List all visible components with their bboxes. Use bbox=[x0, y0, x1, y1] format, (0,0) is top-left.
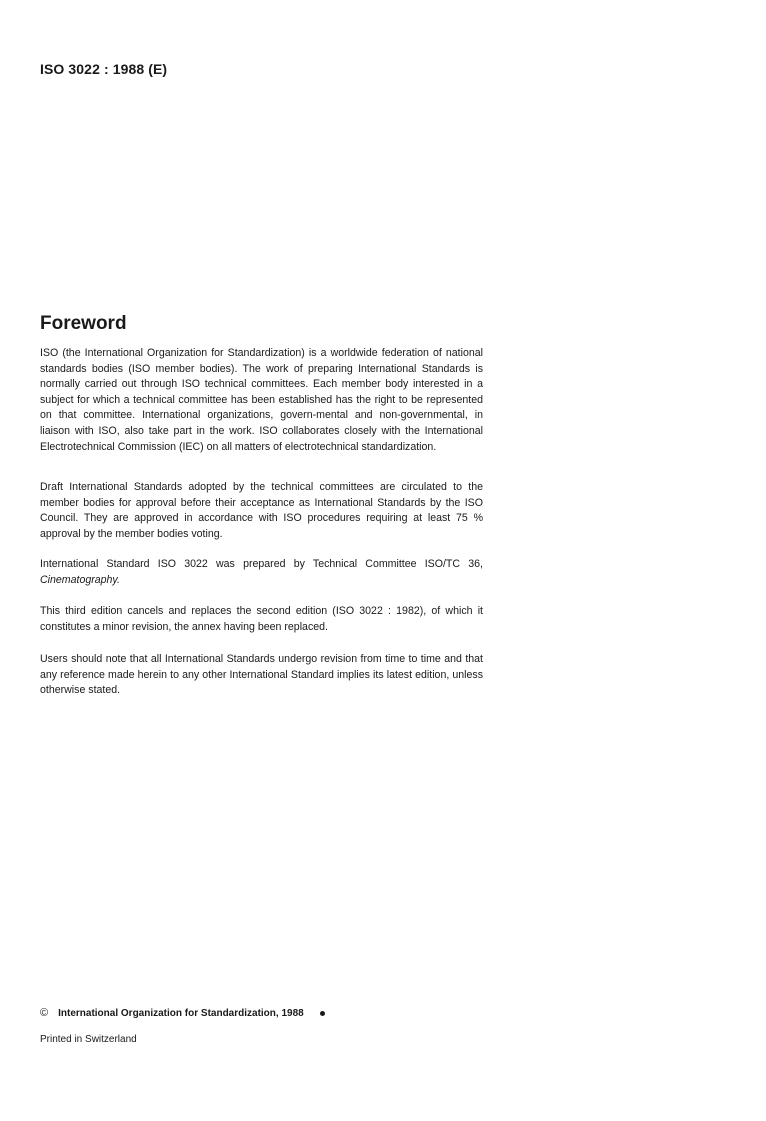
copyright-line bbox=[40, 1007, 325, 1019]
foreword-paragraph-revision-note: Users should note that all International Standards undergo revision from time to time and that any reference made herein to any other International Standard implies its latest edition, unless otherwise stated. bbox=[40, 653, 483, 697]
bullet-icon bbox=[320, 1011, 325, 1016]
foreword-title: Foreword bbox=[40, 313, 127, 334]
copyright-text: International Organization for Standardization, 1988 bbox=[58, 1007, 304, 1019]
printed-in-note: Printed in Switzerland bbox=[40, 1034, 137, 1045]
prepared-by-lead: International Standard ISO 3022 was prepared by Technical Committee ISO/TC 36, bbox=[40, 558, 483, 570]
standard-code-header: ISO 3022 : 1988 (E) bbox=[40, 61, 168, 77]
foreword-paragraph-draft-standards: Draft International Standards adopted by the technical committees are circulated to the member bodies for approval before their acceptance as International Standards by the ISO Council. They are approved in accordance with ISO procedures requiring at least 75 % approval by the member bodies voting. bbox=[40, 481, 483, 540]
foreword-paragraph-edition: This third edition cancels and replaces the second edition (ISO 3022 : 1982), of which it constitutes a minor revision, the annex having been replaced. bbox=[40, 605, 483, 633]
committee-title: Cinematography. bbox=[40, 573, 120, 586]
foreword-paragraph-prepared-by bbox=[40, 557, 483, 588]
foreword-paragraph-iso-description: ISO (the International Organization for Standardization) is a worldwide federation of national standards bodies (ISO member bodies). The work of preparing International Standards is normally carried out through ISO technical committees. Each member body interested in a subject for which a technical committee has been established has the right to be represented on that committee. International organizations, govern-mental and non-governmental, in liaison with ISO, also take part in the work. ISO collaborates closely with the International Electrotechnical Commission (IEC) on all matters of electrotechnical standardization. bbox=[40, 347, 483, 453]
copyright-icon: © bbox=[40, 1007, 49, 1019]
